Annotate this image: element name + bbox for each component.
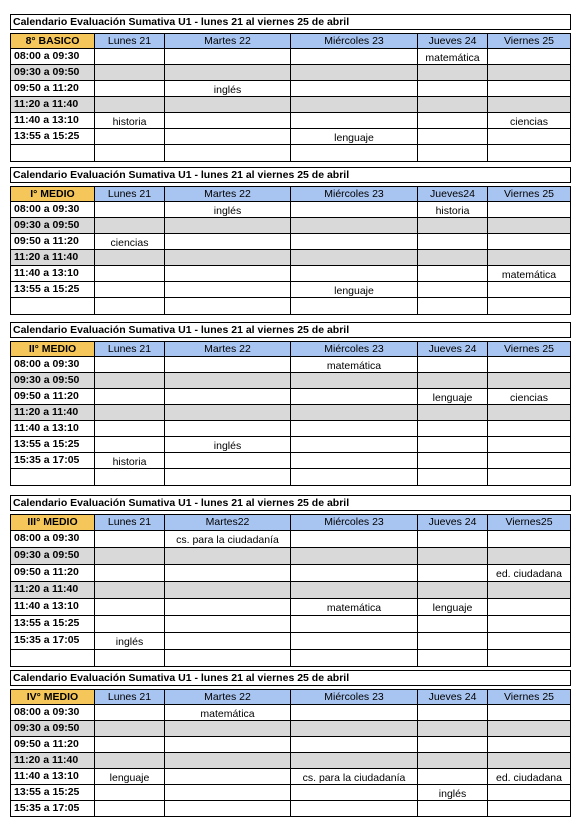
subject-cell: [291, 616, 418, 633]
subject-cell: [165, 266, 291, 282]
subject-cell: [291, 582, 418, 599]
time-slot-row: [10, 266, 571, 282]
subject-cell: [95, 373, 165, 389]
subject-cell: [95, 437, 165, 453]
header-row: [10, 33, 571, 49]
subject-cell: [418, 582, 488, 599]
time-slot-row: [10, 531, 571, 548]
day-header: Viernes 25: [488, 186, 571, 202]
time-slot-row: [10, 705, 571, 721]
time-slot-label: 08:00 a 09:30: [10, 49, 95, 65]
level-label: I° MEDIO: [10, 186, 95, 202]
subject-cell: [488, 785, 571, 801]
day-header: Miércoles 23: [291, 33, 418, 49]
subject-cell: [418, 565, 488, 582]
subject-cell: [488, 49, 571, 65]
subject-cell: [95, 582, 165, 599]
spacer-cell: [291, 145, 418, 162]
spacer-cell: [165, 469, 291, 486]
subject-cell: [165, 565, 291, 582]
subject-cell: [95, 753, 165, 769]
time-slot-row: [10, 565, 571, 582]
day-header: Viernes 25: [488, 33, 571, 49]
subject-cell: historia: [418, 202, 488, 218]
time-slot-label: 13:55 a 15:25: [10, 437, 95, 453]
subject-cell: [291, 113, 418, 129]
subject-cell: [165, 357, 291, 373]
subject-cell: [488, 405, 571, 421]
subject-cell: lenguaje: [418, 599, 488, 616]
subject-cell: [165, 453, 291, 469]
subject-cell: [95, 129, 165, 145]
subject-cell: [488, 753, 571, 769]
day-header: Miércoles 23: [291, 186, 418, 202]
section-title: Calendario Evaluación Sumativa U1 - lunes 21 al viernes 25 de abril: [10, 495, 571, 511]
subject-cell: [95, 97, 165, 113]
subject-cell: [291, 250, 418, 266]
time-slot-row: [10, 65, 571, 81]
time-slot-row: [10, 421, 571, 437]
subject-cell: [291, 737, 418, 753]
subject-cell: [418, 282, 488, 298]
day-header: Lunes 21: [95, 689, 165, 705]
time-slot-row: [10, 785, 571, 801]
subject-cell: [488, 548, 571, 565]
subject-cell: [418, 234, 488, 250]
time-slot-row: [10, 218, 571, 234]
spacer-row: [10, 650, 571, 667]
subject-cell: [165, 633, 291, 650]
subject-cell: [291, 266, 418, 282]
subject-cell: historia: [95, 113, 165, 129]
spacer-cell: [165, 145, 291, 162]
subject-cell: [418, 769, 488, 785]
spacer-cell: [95, 469, 165, 486]
subject-cell: [95, 405, 165, 421]
time-slot-label: 13:55 a 15:25: [10, 282, 95, 298]
spacer-cell: [488, 145, 571, 162]
subject-cell: [291, 234, 418, 250]
subject-cell: [165, 97, 291, 113]
subject-cell: [291, 373, 418, 389]
time-slot-label: 09:50 a 11:20: [10, 81, 95, 97]
subject-cell: [165, 599, 291, 616]
time-slot-row: [10, 548, 571, 565]
subject-cell: [165, 721, 291, 737]
subject-cell: [488, 202, 571, 218]
subject-cell: [291, 202, 418, 218]
subject-cell: [488, 373, 571, 389]
time-slot-row: [10, 769, 571, 785]
subject-cell: [291, 785, 418, 801]
subject-cell: matemática: [488, 266, 571, 282]
time-slot-row: [10, 753, 571, 769]
subject-cell: [165, 421, 291, 437]
subject-cell: [95, 737, 165, 753]
subject-cell: [488, 81, 571, 97]
time-slot-label: 13:55 a 15:25: [10, 616, 95, 633]
subject-cell: [488, 65, 571, 81]
subject-cell: [165, 753, 291, 769]
time-slot-label: 08:00 a 09:30: [10, 531, 95, 548]
time-slot-row: [10, 129, 571, 145]
subject-cell: [95, 421, 165, 437]
subject-cell: [291, 421, 418, 437]
day-header: Jueves 24: [418, 341, 488, 357]
day-header: Miércoles 23: [291, 341, 418, 357]
time-slot-row: [10, 633, 571, 650]
subject-cell: [488, 721, 571, 737]
spacer-row: [10, 145, 571, 162]
subject-cell: [291, 81, 418, 97]
subject-cell: [418, 548, 488, 565]
time-slot-row: [10, 721, 571, 737]
time-slot-label: 11:20 a 11:40: [10, 753, 95, 769]
subject-cell: [95, 565, 165, 582]
subject-cell: inglés: [165, 437, 291, 453]
subject-cell: [165, 582, 291, 599]
subject-cell: [418, 405, 488, 421]
spacer-cell: [10, 650, 95, 667]
subject-cell: [418, 250, 488, 266]
subject-cell: [95, 202, 165, 218]
subject-cell: [95, 548, 165, 565]
time-slot-row: [10, 599, 571, 616]
time-slot-row: [10, 453, 571, 469]
subject-cell: [165, 282, 291, 298]
subject-cell: [95, 801, 165, 817]
time-slot-row: [10, 357, 571, 373]
day-header: Viernes25: [488, 514, 571, 531]
subject-cell: [418, 218, 488, 234]
subject-cell: [488, 250, 571, 266]
spacer-cell: [488, 298, 571, 315]
time-slot-row: [10, 389, 571, 405]
time-slot-row: [10, 373, 571, 389]
subject-cell: [291, 97, 418, 113]
time-slot-row: [10, 49, 571, 65]
subject-cell: [418, 737, 488, 753]
day-header: Jueves24: [418, 186, 488, 202]
subject-cell: cs. para la ciudadanía: [291, 769, 418, 785]
subject-cell: [488, 737, 571, 753]
time-slot-label: 13:55 a 15:25: [10, 785, 95, 801]
section-title: Calendario Evaluación Sumativa U1 - lunes 21 al viernes 25 de abril: [10, 14, 571, 30]
time-slot-label: 11:40 a 13:10: [10, 599, 95, 616]
time-slot-label: 11:40 a 13:10: [10, 769, 95, 785]
day-header: Miércoles 23: [291, 689, 418, 705]
time-slot-row: [10, 97, 571, 113]
subject-cell: [418, 753, 488, 769]
subject-cell: [418, 266, 488, 282]
subject-cell: [165, 389, 291, 405]
subject-cell: [418, 97, 488, 113]
time-slot-row: [10, 801, 571, 817]
level-label: IV° MEDIO: [10, 689, 95, 705]
subject-cell: lenguaje: [291, 129, 418, 145]
time-slot-label: 09:30 a 09:50: [10, 65, 95, 81]
day-header: Jueves 24: [418, 689, 488, 705]
time-slot-label: 09:50 a 11:20: [10, 389, 95, 405]
subject-cell: [95, 599, 165, 616]
time-slot-label: 15:35 a 17:05: [10, 801, 95, 817]
subject-cell: [418, 129, 488, 145]
subject-cell: [95, 357, 165, 373]
subject-cell: lenguaje: [418, 389, 488, 405]
subject-cell: [291, 218, 418, 234]
header-row: [10, 514, 571, 531]
subject-cell: [418, 531, 488, 548]
spacer-cell: [95, 145, 165, 162]
time-slot-label: 11:40 a 13:10: [10, 421, 95, 437]
subject-cell: [418, 113, 488, 129]
spacer-cell: [10, 145, 95, 162]
time-slot-label: 09:30 a 09:50: [10, 548, 95, 565]
subject-cell: matemática: [418, 49, 488, 65]
spacer-cell: [165, 298, 291, 315]
time-slot-label: 09:30 a 09:50: [10, 218, 95, 234]
subject-cell: [165, 737, 291, 753]
time-slot-label: 09:50 a 11:20: [10, 737, 95, 753]
subject-cell: [418, 453, 488, 469]
spacer-cell: [165, 650, 291, 667]
time-slot-row: [10, 282, 571, 298]
spacer-cell: [418, 145, 488, 162]
time-slot-label: 09:30 a 09:50: [10, 373, 95, 389]
day-header: Martes22: [165, 514, 291, 531]
time-slot-label: 11:40 a 13:10: [10, 113, 95, 129]
subject-cell: [488, 437, 571, 453]
subject-cell: [291, 705, 418, 721]
day-header: Miércoles 23: [291, 514, 418, 531]
subject-cell: ciencias: [95, 234, 165, 250]
time-slot-row: [10, 437, 571, 453]
subject-cell: ed. ciudadana: [488, 565, 571, 582]
day-header: Jueves 24: [418, 514, 488, 531]
time-slot-row: [10, 737, 571, 753]
spacer-cell: [95, 650, 165, 667]
day-header: Viernes 25: [488, 689, 571, 705]
subject-cell: [488, 582, 571, 599]
day-header: Viernes 25: [488, 341, 571, 357]
subject-cell: [165, 234, 291, 250]
subject-cell: cs. para la ciudadanía: [165, 531, 291, 548]
spacer-cell: [10, 298, 95, 315]
subject-cell: [95, 81, 165, 97]
subject-cell: [95, 531, 165, 548]
level-label: III° MEDIO: [10, 514, 95, 531]
section-title: Calendario Evaluación Sumativa U1 - lunes 21 al viernes 25 de abril: [10, 322, 571, 338]
time-slot-row: [10, 405, 571, 421]
subject-cell: [95, 785, 165, 801]
time-slot-label: 08:00 a 09:30: [10, 705, 95, 721]
spacer-cell: [291, 469, 418, 486]
time-slot-label: 15:35 a 17:05: [10, 453, 95, 469]
spacer-cell: [418, 298, 488, 315]
subject-cell: [95, 49, 165, 65]
subject-cell: [165, 218, 291, 234]
subject-cell: inglés: [418, 785, 488, 801]
subject-cell: [488, 129, 571, 145]
time-slot-label: 11:40 a 13:10: [10, 266, 95, 282]
subject-cell: [291, 633, 418, 650]
subject-cell: [418, 373, 488, 389]
subject-cell: [488, 282, 571, 298]
time-slot-row: [10, 81, 571, 97]
header-row: [10, 186, 571, 202]
subject-cell: [95, 721, 165, 737]
subject-cell: [291, 565, 418, 582]
subject-cell: [488, 599, 571, 616]
subject-cell: historia: [95, 453, 165, 469]
level-label: 8° BASICO: [10, 33, 95, 49]
subject-cell: [488, 453, 571, 469]
subject-cell: ed. ciudadana: [488, 769, 571, 785]
time-slot-row: [10, 616, 571, 633]
time-slot-row: [10, 113, 571, 129]
day-header: Martes 22: [165, 341, 291, 357]
spacer-row: [10, 469, 571, 486]
subject-cell: [165, 548, 291, 565]
time-slot-label: 11:20 a 11:40: [10, 582, 95, 599]
time-slot-row: [10, 234, 571, 250]
subject-cell: [95, 65, 165, 81]
subject-cell: matemática: [165, 705, 291, 721]
subject-cell: inglés: [165, 202, 291, 218]
day-header: Martes 22: [165, 33, 291, 49]
day-header: Jueves 24: [418, 33, 488, 49]
subject-cell: [418, 421, 488, 437]
subject-cell: [291, 389, 418, 405]
subject-cell: [165, 129, 291, 145]
spacer-cell: [10, 469, 95, 486]
section-title: Calendario Evaluación Sumativa U1 - lunes 21 al viernes 25 de abril: [10, 167, 571, 183]
time-slot-row: [10, 582, 571, 599]
spacer-row: [10, 298, 571, 315]
subject-cell: [488, 357, 571, 373]
spacer-cell: [291, 298, 418, 315]
time-slot-label: 09:50 a 11:20: [10, 234, 95, 250]
subject-cell: [291, 721, 418, 737]
subject-cell: ciencias: [488, 113, 571, 129]
subject-cell: [95, 250, 165, 266]
subject-cell: [291, 437, 418, 453]
day-header: Lunes 21: [95, 341, 165, 357]
subject-cell: [291, 548, 418, 565]
subject-cell: [165, 49, 291, 65]
subject-cell: [418, 357, 488, 373]
spacer-cell: [418, 650, 488, 667]
subject-cell: [488, 705, 571, 721]
subject-cell: [488, 531, 571, 548]
subject-cell: [165, 113, 291, 129]
time-slot-row: [10, 202, 571, 218]
day-header: Martes 22: [165, 186, 291, 202]
header-row: [10, 341, 571, 357]
subject-cell: [291, 531, 418, 548]
subject-cell: lenguaje: [95, 769, 165, 785]
time-slot-label: 11:20 a 11:40: [10, 250, 95, 266]
time-slot-label: 09:30 a 09:50: [10, 721, 95, 737]
subject-cell: [95, 218, 165, 234]
subject-cell: [165, 373, 291, 389]
spacer-cell: [95, 298, 165, 315]
subject-cell: [165, 769, 291, 785]
time-slot-label: 13:55 a 15:25: [10, 129, 95, 145]
subject-cell: [291, 753, 418, 769]
day-header: Lunes 21: [95, 514, 165, 531]
subject-cell: [95, 282, 165, 298]
subject-cell: [488, 97, 571, 113]
time-slot-label: 11:20 a 11:40: [10, 405, 95, 421]
subject-cell: [488, 633, 571, 650]
subject-cell: [291, 49, 418, 65]
day-header: Lunes 21: [95, 186, 165, 202]
subject-cell: [165, 250, 291, 266]
level-label: II° MEDIO: [10, 341, 95, 357]
subject-cell: [488, 801, 571, 817]
time-slot-label: 08:00 a 09:30: [10, 202, 95, 218]
subject-cell: [488, 421, 571, 437]
subject-cell: [418, 81, 488, 97]
time-slot-label: 11:20 a 11:40: [10, 97, 95, 113]
subject-cell: [165, 616, 291, 633]
spacer-cell: [291, 650, 418, 667]
day-header: Martes 22: [165, 689, 291, 705]
subject-cell: inglés: [95, 633, 165, 650]
subject-cell: [165, 405, 291, 421]
time-slot-label: 09:50 a 11:20: [10, 565, 95, 582]
time-slot-row: [10, 250, 571, 266]
subject-cell: [418, 437, 488, 453]
subject-cell: [95, 266, 165, 282]
subject-cell: matemática: [291, 599, 418, 616]
subject-cell: [291, 65, 418, 81]
subject-cell: [165, 785, 291, 801]
time-slot-label: 15:35 a 17:05: [10, 633, 95, 650]
subject-cell: [488, 616, 571, 633]
time-slot-label: 08:00 a 09:30: [10, 357, 95, 373]
subject-cell: [488, 218, 571, 234]
subject-cell: [418, 633, 488, 650]
subject-cell: [291, 405, 418, 421]
subject-cell: inglés: [165, 81, 291, 97]
subject-cell: [95, 705, 165, 721]
subject-cell: ciencias: [488, 389, 571, 405]
header-row: [10, 689, 571, 705]
subject-cell: [418, 705, 488, 721]
subject-cell: [488, 234, 571, 250]
spacer-cell: [488, 650, 571, 667]
subject-cell: lenguaje: [291, 282, 418, 298]
subject-cell: [291, 453, 418, 469]
subject-cell: [418, 616, 488, 633]
subject-cell: matemática: [291, 357, 418, 373]
subject-cell: [165, 65, 291, 81]
spacer-cell: [418, 469, 488, 486]
subject-cell: [165, 801, 291, 817]
subject-cell: [418, 801, 488, 817]
day-header: Lunes 21: [95, 33, 165, 49]
subject-cell: [95, 616, 165, 633]
subject-cell: [291, 801, 418, 817]
subject-cell: [95, 389, 165, 405]
subject-cell: [418, 65, 488, 81]
section-title: Calendario Evaluación Sumativa U1 - lunes 21 al viernes 25 de abril: [10, 670, 571, 686]
spacer-cell: [488, 469, 571, 486]
subject-cell: [418, 721, 488, 737]
